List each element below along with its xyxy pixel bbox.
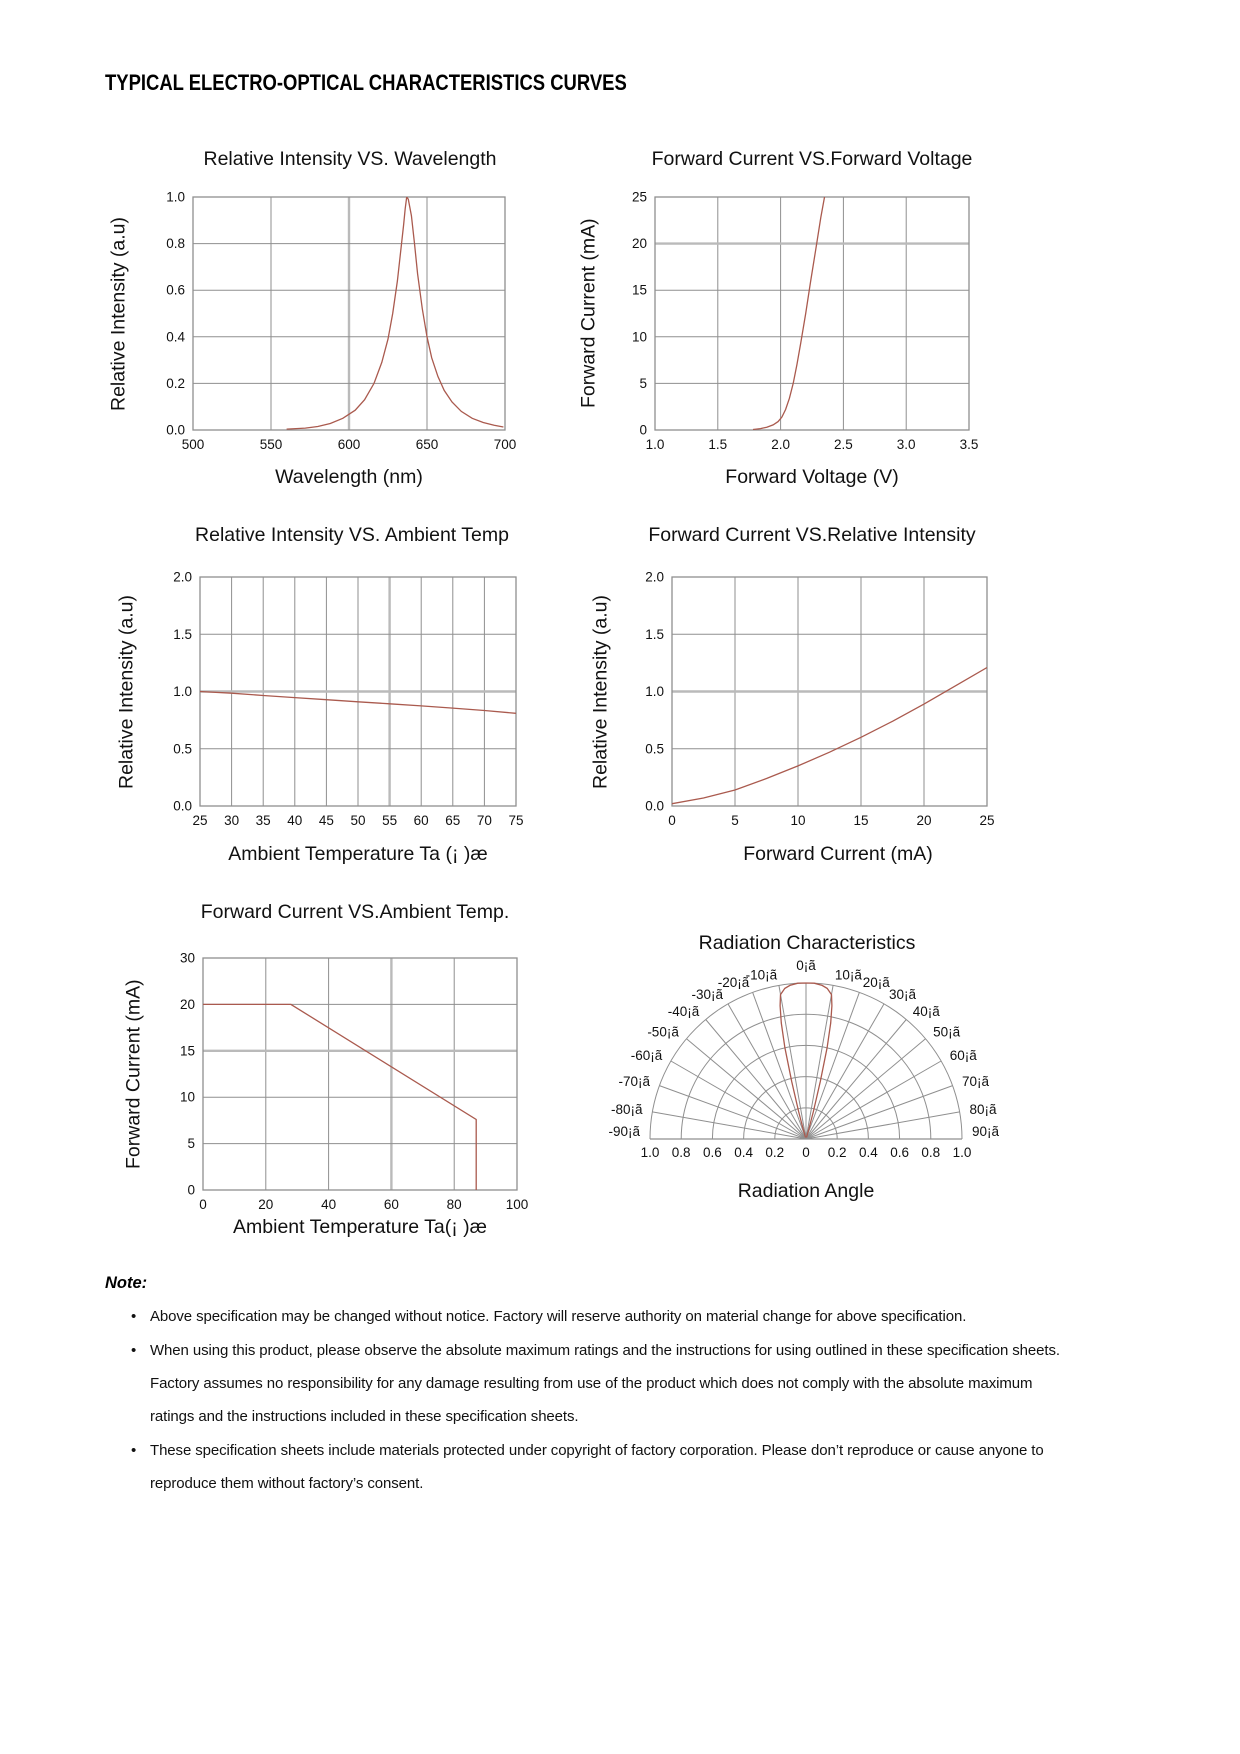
tick-label: 0.6 <box>703 1145 722 1160</box>
tick-label: 0.5 <box>645 741 664 757</box>
tick-label: 60 <box>383 1197 399 1212</box>
tick-label: 30 <box>179 950 195 966</box>
tick-label: 10 <box>790 813 806 828</box>
gridlines <box>655 197 969 430</box>
tick-label: 3.5 <box>959 437 979 452</box>
tick-label: 30 <box>224 813 240 828</box>
tick-label: 30¡ã <box>889 987 917 1003</box>
tick-label: 80 <box>446 1197 462 1212</box>
tick-label: -10¡ã <box>745 967 778 983</box>
tick-label: 40 <box>287 813 303 828</box>
tick-label: 25 <box>631 189 647 205</box>
chart-title-current-vs-ambient-temp: Forward Current VS.Ambient Temp. <box>200 901 510 923</box>
tick-label: 20 <box>258 1197 274 1212</box>
plot-frame <box>203 958 517 1190</box>
tick-label: 0.8 <box>921 1145 941 1160</box>
note-bullet: • Above specification may be changed without notice. Factory will reserve authority on material change for above specification. <box>105 1300 1065 1333</box>
tick-label: 5 <box>639 375 647 391</box>
tick-label: 700 <box>493 437 517 452</box>
chart-plot-current-vs-voltage <box>597 185 1013 480</box>
tick-label: 40 <box>321 1197 337 1212</box>
tick-label: 60 <box>413 813 429 828</box>
chart-plot-intensity-vs-ambient-temp <box>142 565 560 856</box>
note-heading: Note: <box>105 1274 148 1292</box>
tick-label: 20¡ã <box>862 975 890 991</box>
tick-label: 15 <box>631 282 647 298</box>
tick-label: 2.0 <box>173 569 192 585</box>
chart-plot-current-vs-ambient-temp <box>145 946 561 1240</box>
tick-label: 0.0 <box>173 798 192 814</box>
tick-label: 0.8 <box>166 236 185 252</box>
tick-label: -30¡ã <box>691 987 723 1003</box>
tick-label: -70¡ã <box>618 1074 651 1090</box>
tick-label: 10¡ã <box>834 967 862 983</box>
chart-title-current-vs-relative-intensity: Forward Current VS.Relative Intensity <box>648 524 976 546</box>
page-title: TYPICAL ELECTRO-OPTICAL CHARACTERISTICS CURVES <box>105 70 627 95</box>
tick-label: 0.6 <box>890 1145 909 1160</box>
data-curve <box>672 668 987 804</box>
data-curve <box>287 197 504 429</box>
tick-label: 0.4 <box>859 1145 878 1160</box>
gridlines <box>203 958 517 1190</box>
tick-label: 75 <box>508 813 524 828</box>
tick-label: 40¡ã <box>912 1003 940 1019</box>
tick-label: 65 <box>445 813 461 828</box>
tick-label: -90¡ã <box>608 1124 640 1139</box>
chart-plot-current-vs-relative-intensity <box>614 565 1031 856</box>
tick-label: 1.0 <box>640 1145 660 1160</box>
tick-label: 70 <box>476 813 492 828</box>
y-axis-label: Forward Current (mA) <box>122 979 145 1169</box>
tick-label: 500 <box>181 437 205 452</box>
tick-label: -60¡ã <box>630 1048 663 1063</box>
data-curve <box>753 193 825 429</box>
tick-label: 0¡ã <box>796 958 816 973</box>
tick-label: 0.8 <box>671 1145 691 1160</box>
tick-label: 0 <box>199 1197 207 1212</box>
y-axis-label: Relative Intensity (a.u) <box>589 594 612 789</box>
tick-label: 20 <box>631 236 647 252</box>
chart-plot-intensity-vs-wavelength <box>135 185 549 480</box>
x-axis-label: Wavelength (nm) <box>275 466 423 488</box>
gridlines <box>672 577 987 806</box>
tick-label: 0.5 <box>173 741 192 757</box>
tick-label: 0.2 <box>765 1145 785 1160</box>
tick-label: -50¡ã <box>647 1024 679 1040</box>
chart-plot-radiation-characteristics <box>550 955 1062 1173</box>
x-axis-label: Forward Current (mA) <box>743 843 933 865</box>
tick-label: 5 <box>187 1136 195 1152</box>
gridlines <box>200 577 516 806</box>
tick-label: 2.0 <box>771 437 790 452</box>
x-axis-label: Radiation Angle <box>737 1180 875 1202</box>
tick-label: 0 <box>187 1182 195 1198</box>
tick-label: 55 <box>382 813 398 828</box>
tick-label: 10 <box>631 329 647 345</box>
tick-label: 20 <box>179 996 195 1012</box>
tick-label: 3.0 <box>896 437 916 452</box>
y-axis-label: Relative Intensity (a.u) <box>107 216 130 411</box>
note-bullet: • These specification sheets include materials protected under copyright of factory corporation. Please don’t reproduce or cause anyone to reproduce them without factory’s consent. <box>105 1434 1065 1500</box>
tick-label: 1.5 <box>645 626 664 642</box>
tick-label: 600 <box>337 437 361 452</box>
tick-label: 5 <box>731 813 739 828</box>
tick-label: 2.5 <box>834 437 853 452</box>
tick-label: 15 <box>853 813 869 828</box>
tick-label: 25 <box>192 813 208 828</box>
tick-label: 60¡ã <box>949 1048 977 1063</box>
tick-label: 0 <box>802 1145 810 1160</box>
tick-label: 1.5 <box>708 437 728 452</box>
tick-label: 50¡ã <box>933 1024 961 1040</box>
tick-label: 1.0 <box>166 189 185 205</box>
tick-labels <box>632 190 978 453</box>
note-bullet: • When using this product, please observe the absolute maximum ratings and the instructions for using outlined in these specification sheets. Factory assumes no responsibility for any damage resulting from use of the product which does not comply with the absolute maximum ratings and the instructions included in these specification sheets. <box>105 1334 1065 1433</box>
tick-label: 100 <box>505 1197 529 1212</box>
tick-label: -80¡ã <box>611 1102 643 1118</box>
chart-title-intensity-vs-ambient-temp: Relative Intensity VS. Ambient Temp <box>195 524 509 546</box>
tick-label: 2.0 <box>645 569 664 585</box>
tick-label: 1.0 <box>645 437 665 452</box>
tick-label: 0 <box>639 422 647 438</box>
y-axis-label: Forward Current (mA) <box>577 218 600 409</box>
tick-label: 1.0 <box>952 1145 972 1160</box>
tick-label: 1.0 <box>645 684 664 699</box>
x-axis-label: Forward Voltage (V) <box>725 466 899 488</box>
chart-title-intensity-vs-wavelength: Relative Intensity VS. Wavelength <box>203 148 497 170</box>
tick-label: 90¡ã <box>972 1124 1000 1139</box>
tick-label: 20 <box>916 813 932 828</box>
tick-label: 650 <box>415 437 439 452</box>
tick-label: -40¡ã <box>667 1003 700 1019</box>
tick-label: 550 <box>259 437 283 452</box>
x-axis-label: Ambient Temperature Ta (¡ )æ <box>228 843 488 865</box>
tick-label: -20¡ã <box>717 975 750 991</box>
note-list <box>105 1300 1065 1501</box>
tick-label: 15 <box>179 1043 195 1059</box>
tick-label: 0.0 <box>166 422 185 438</box>
tick-label: 0.6 <box>166 282 185 298</box>
tick-label: 10 <box>179 1089 195 1105</box>
plot-frame <box>655 197 969 430</box>
y-axis-label: Relative Intensity (a.u) <box>115 594 138 789</box>
tick-labels <box>173 570 523 829</box>
chart-title-radiation-characteristics: Radiation Characteristics <box>698 932 916 954</box>
tick-label: 0.0 <box>645 798 664 814</box>
tick-label: 0.4 <box>734 1145 753 1160</box>
chart-title-current-vs-voltage: Forward Current VS.Forward Voltage <box>651 148 973 170</box>
tick-label: 0.4 <box>166 329 185 345</box>
gridlines <box>193 197 505 430</box>
polar-angle-labels <box>608 958 999 1139</box>
tick-label: 35 <box>255 813 271 828</box>
tick-label: 0 <box>668 813 676 828</box>
tick-label: 0.2 <box>166 375 185 391</box>
x-axis-label: Ambient Temperature Ta(¡ )æ <box>233 1216 487 1238</box>
tick-labels <box>645 570 994 829</box>
tick-label: 50 <box>350 813 366 828</box>
tick-label: 0.2 <box>827 1145 847 1160</box>
tick-label: 25 <box>979 813 995 828</box>
tick-label: 80¡ã <box>969 1102 997 1118</box>
tick-label: 1.0 <box>173 684 192 699</box>
polar-radial-labels <box>641 1145 972 1160</box>
tick-label: 45 <box>318 813 334 828</box>
tick-label: 70¡ã <box>961 1074 990 1090</box>
tick-label: 1.5 <box>173 626 192 642</box>
